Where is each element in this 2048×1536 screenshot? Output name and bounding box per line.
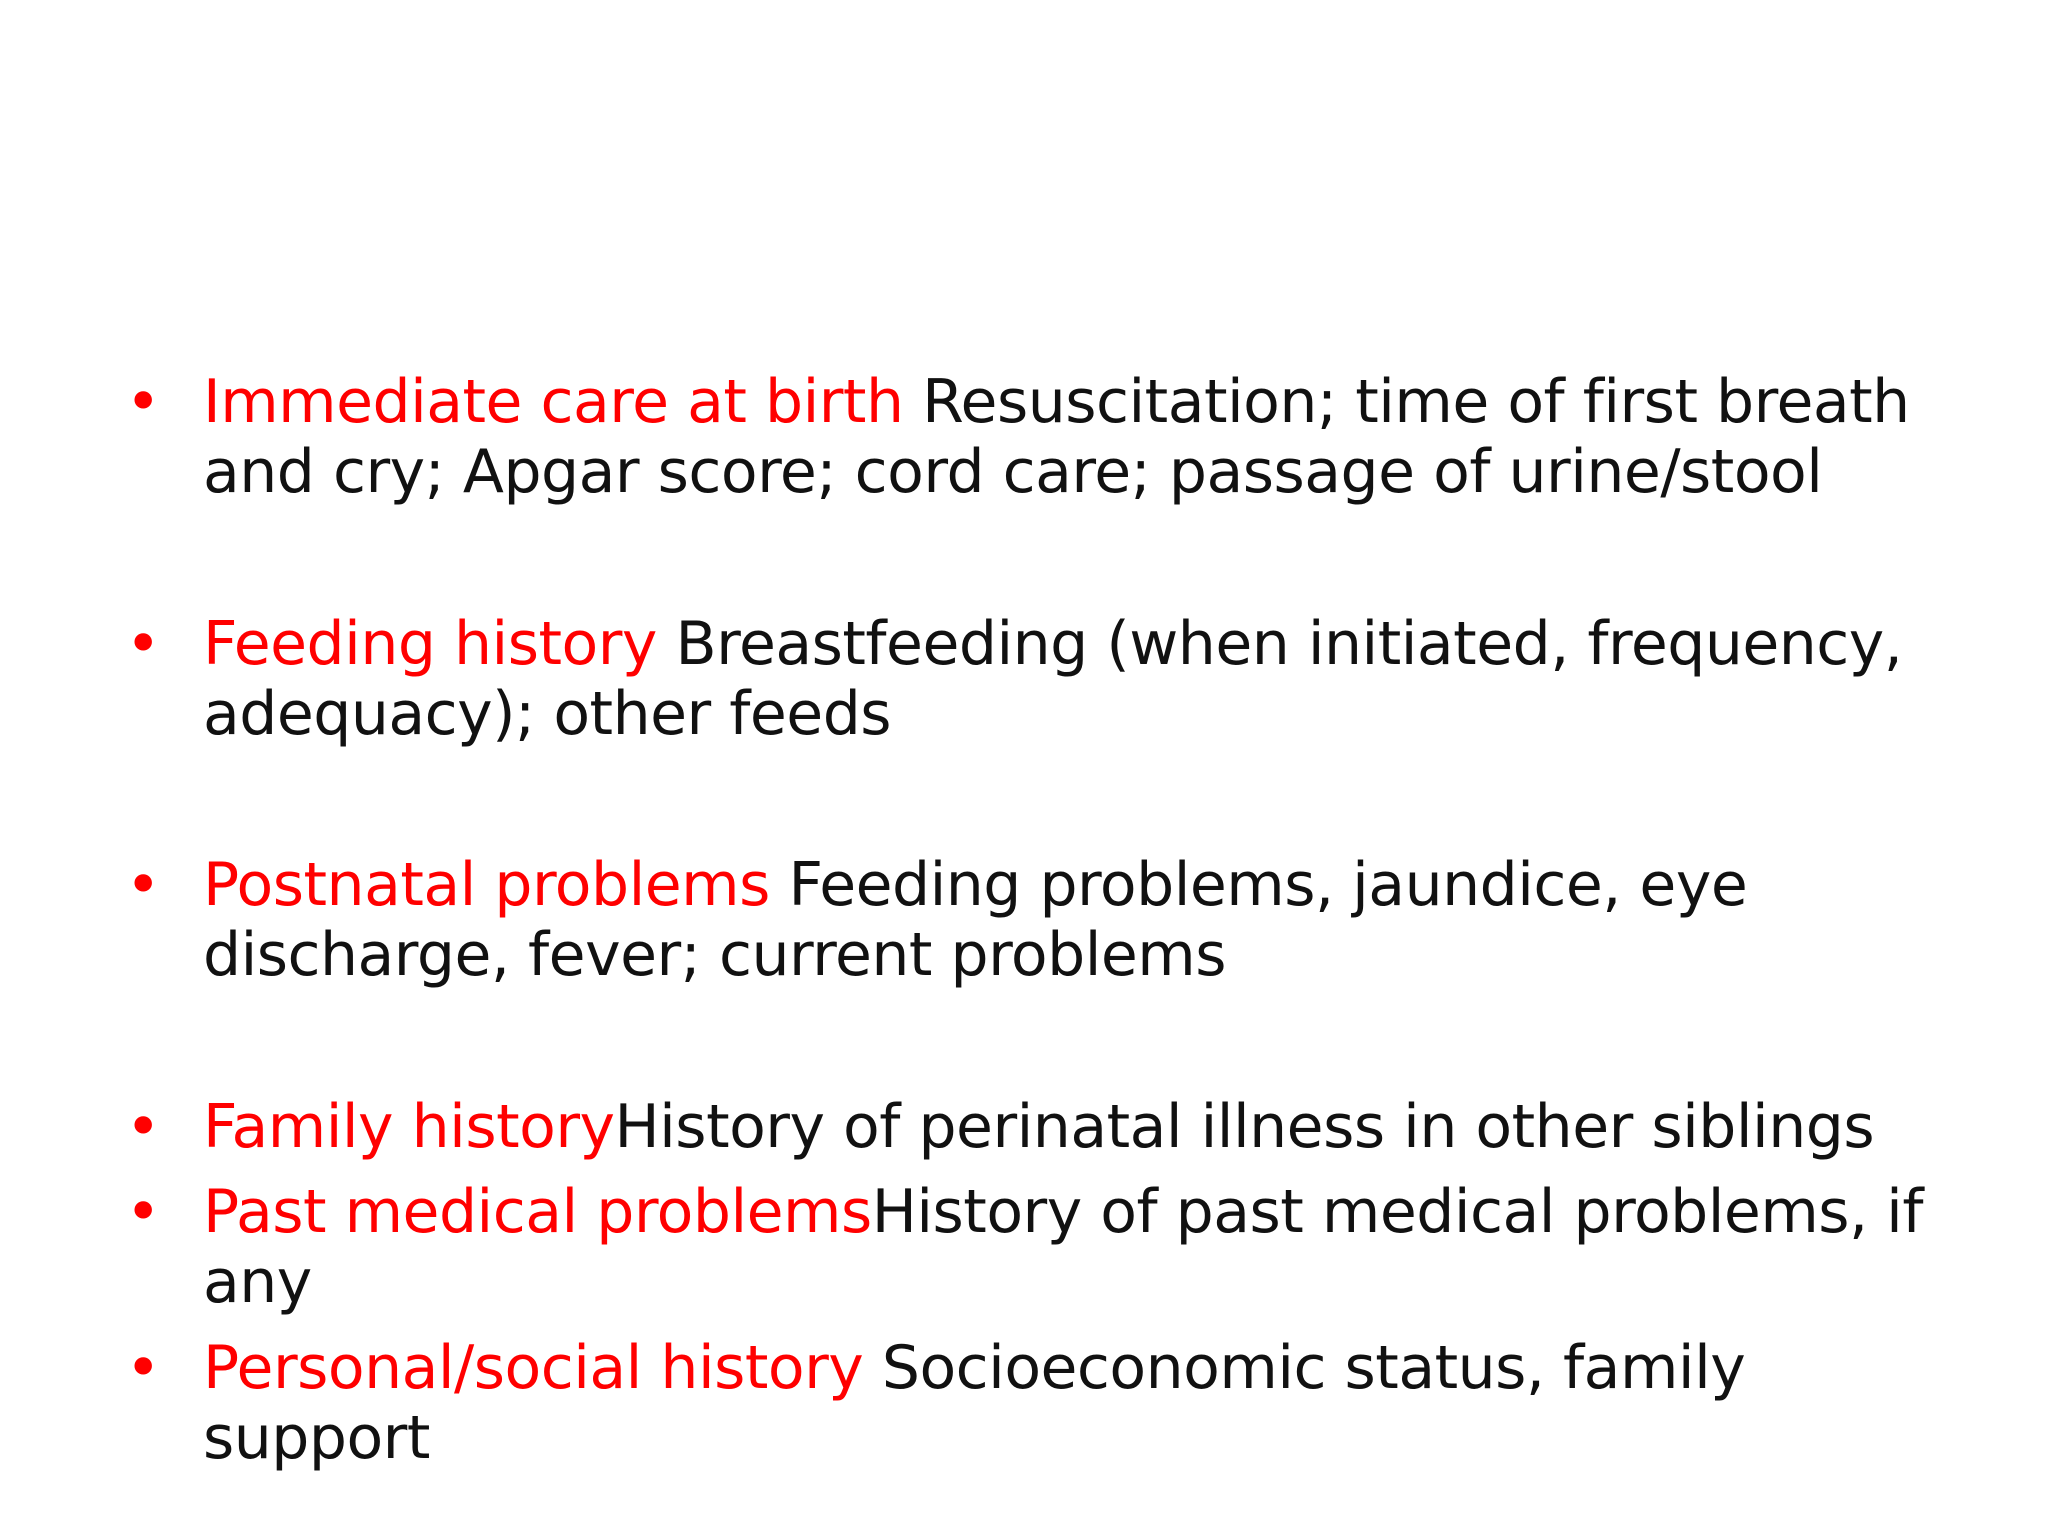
bullet-text: Breastfeeding (when initiated, frequency, adequacy); other feeds bbox=[203, 609, 1903, 749]
bullet-dot-icon: • bbox=[125, 850, 161, 920]
bullet-label: Past medical problems bbox=[203, 1177, 872, 1247]
bullet-text: History of perinatal illness in other siblings bbox=[614, 1092, 1875, 1162]
bullet-separator bbox=[770, 850, 789, 920]
bullet-dot-icon: • bbox=[125, 1333, 161, 1403]
bullet-separator bbox=[657, 609, 676, 679]
bullet-dot-icon: • bbox=[125, 609, 161, 679]
bullet-label: Personal/social history bbox=[203, 1333, 864, 1403]
bullet-dot-icon: • bbox=[125, 1092, 161, 1162]
bullet-item-past-medical-problems bbox=[125, 1177, 1923, 1317]
bullet-dot-icon: • bbox=[125, 367, 161, 437]
bullet-item-feeding-history bbox=[125, 609, 1923, 749]
bullet-separator bbox=[863, 1333, 882, 1403]
bullet-text: History of past medical problems, if any bbox=[203, 1177, 1923, 1317]
bullet-dot-icon: • bbox=[125, 1177, 161, 1247]
bullet-text: Feeding problems, jaundice, eye discharge, fever; current problems bbox=[203, 850, 1748, 990]
bullet-item-postnatal-problems bbox=[125, 850, 1923, 990]
bullet-label: Feeding history bbox=[203, 609, 657, 679]
bullet-item-personal-social-history bbox=[125, 1333, 1923, 1473]
bullet-text: Resuscitation; time of first breath and cry; Apgar score; cord care; passage of urine/stool bbox=[203, 367, 1910, 507]
bullet-label: Postnatal problems bbox=[203, 850, 770, 920]
bullet-item-family-history bbox=[125, 1092, 1923, 1162]
bullet-label: Immediate care at birth bbox=[203, 367, 904, 437]
bullet-separator bbox=[903, 367, 922, 437]
bullet-item-immediate-care bbox=[125, 367, 1923, 507]
bullet-text: Socioeconomic status, family support bbox=[203, 1333, 1746, 1473]
bullet-label: Family history bbox=[203, 1092, 615, 1162]
